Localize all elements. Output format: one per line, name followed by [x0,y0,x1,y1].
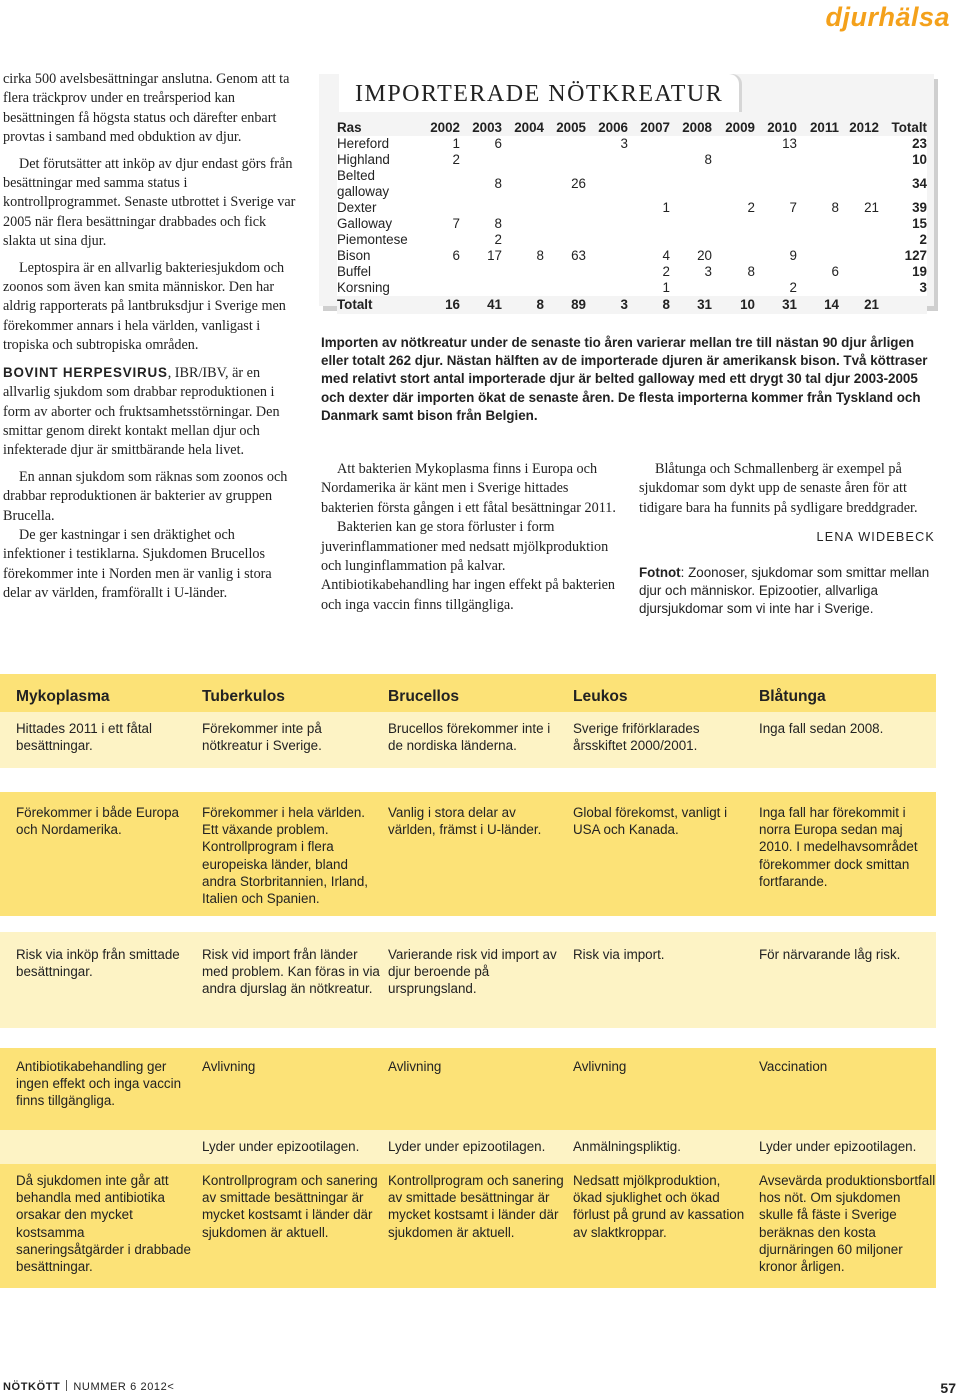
disease-table-row [0,792,936,916]
import-table-cell [422,200,460,216]
import-table-caption: Importen av nötkreatur under de senaste tio åren varierar mellan tre till nästan 90 djur årligen eller totalt 262 djur. Nästan hälften av de importerade djuren är amerikansk bison. Två köttraser med relativt stort antal importerade djur är belted galloway med ett drygt 30 tal djur 2003-2005 och dexter där importen ökat de senaste åren. De flesta importerna kommer från Tyskland och Danmark samt bison från Belgien. [321,335,928,423]
import-table-cell [586,168,628,200]
import-table-cell [628,152,670,168]
import-table-cell: 4 [662,248,670,263]
import-table-cell [544,280,586,296]
import-total-cell: 41 [460,296,502,314]
import-table-cell [586,248,628,264]
left-paragraph-2: Det förutsätter att inköp av djur endast görs från besättningar med samma status i kontrollprogrammet. Senaste utbrottet i Sverige var 2005 när flera besättningar drabbades och fick slakta ut sina djur. [3,155,296,250]
disease-table-cell: Risk via import. [573,947,665,962]
import-table-cell [586,200,628,216]
disease-table-cell: Vaccination [759,1059,828,1074]
import-total-cell: 14 [797,296,839,314]
disease-header-cell: Brucellos [388,688,460,705]
import-table-cell: 19 [912,264,927,279]
import-table-cell: 3 [919,280,927,295]
import-total-cell: 8 [502,296,544,314]
import-table-cell [670,216,712,232]
import-header-cell: Ras [337,120,362,135]
import-table-cell: 1 [662,200,670,215]
import-table-cell [544,264,586,280]
import-table-cell [460,280,502,296]
import-table-cell [502,264,544,280]
import-table-cell [502,200,544,216]
disease-table-cell: Kontrollprogram och sanering av smittade besättningar är mycket kostsamt i länder där sjukdomen är aktuell. [202,1173,378,1240]
import-table-cell: 7 [452,216,460,231]
disease-table-cell: Anmälningspliktig. [573,1139,681,1154]
disease-table-row [0,1048,936,1130]
import-table-cell: 63 [571,248,586,263]
import-table-cell [839,232,879,248]
disease-header-cell: Leukos [573,688,628,705]
import-table-cell [628,216,670,232]
import-table-cell [502,216,544,232]
import-table-row [337,280,927,296]
import-table-cell [586,152,628,168]
import-table-cell: Galloway [337,216,393,231]
magazine-section-logo: djurhälsa [825,2,950,32]
disease-table-row [0,1130,936,1164]
import-total-cell: 10 [712,296,755,314]
import-table-cell [712,136,755,152]
import-table-row [337,200,927,216]
import-table-row [337,216,927,232]
import-table-cell: 23 [912,136,927,151]
import-table-cell [797,248,839,264]
import-table-row [337,248,927,264]
footer-magazine: NÖTKÖTT [3,1381,61,1393]
disease-table-cell: Lyder under epizootilagen. [202,1139,360,1154]
import-table-row [337,264,927,280]
disease-table-row [0,712,936,768]
import-table-cell [670,136,712,152]
footnote-text: : Zoonoser, sjukdomar som smittar mellan djur och människor. Epizootier, allvarliga djursjukdomar som vi inte har i Sverige. [639,564,930,617]
import-table-cell [586,264,628,280]
import-total-cell: 31 [670,296,712,314]
disease-table-cell: Lyder under epizootilagen. [388,1139,546,1154]
import-table-cell [839,136,879,152]
import-table-cell [422,232,460,248]
import-table-cell: 8 [747,264,755,279]
mid-column [321,460,617,615]
mid-paragraph-2: Bakterien kan ge stora förluster i form juverinflammationer med nedsatt mjölkproduktion och lunginflammation på kalvar. Antibiotikabehandling har ingen effekt på bakterien och inga vaccin finns tillgängliga. [321,519,616,613]
import-table-title: IMPORTERADE NÖTKREATUR [339,74,739,112]
herpes-lead: BOVINT HERPESVIRUS [3,364,168,380]
import-table-cell [797,232,839,248]
disease-table-row [0,1164,936,1288]
import-header-cell: 2008 [682,120,712,135]
import-table-cell [586,280,628,296]
right-column [639,460,935,618]
import-table-cell: Highland [337,152,390,167]
import-table-cell [544,152,586,168]
disease-table-cell: Avlivning [388,1059,442,1074]
disease-table-cell: Avlivning [573,1059,627,1074]
import-table-cell [502,168,544,200]
import-table-cell [628,136,670,152]
import-table-cell: 1 [452,136,460,151]
disease-table-cell: Inga fall har förekommit i norra Europa sedan maj 2010. I medelhavsområdet förekommer dock smittan fortfarande. [759,805,918,889]
import-table-row [337,168,927,200]
disease-table-cell: Inga fall sedan 2008. [759,721,884,736]
import-table-header [337,120,927,136]
right-paragraph: Blåtunga och Schmallenberg är exempel på sjukdomar som dykt upp de senaste åren för att tidigare bara ha funnits på sydligare breddgrader. [639,461,918,516]
import-table-cell: 8 [704,152,712,167]
disease-table-cell: Förekommer i hela världen. Ett växande problem. Kontrollprogram i flera europeiska länder, bland andra Storbritannien, Irland, Italien och Spanien. [202,805,368,907]
import-table-cell: 8 [831,200,839,215]
import-table-cell: Hereford [337,136,390,151]
import-table-cell: 39 [912,200,927,215]
import-total-cell: 89 [544,296,586,314]
import-table-cell [586,216,628,232]
herpes-paragraph [3,363,296,461]
disease-header-cell: Blåtunga [759,688,826,705]
import-table-total-row [337,296,927,314]
left-paragraph-5: De ger kastningar i sen dräktighet och infektioner i testiklarna. Sjukdomen Brucellos förekommer inte i Norden men är vanlig i stora delar av världen, framförallt i U-länder. [3,526,272,602]
import-table-cell [712,232,755,248]
import-table-cell [755,232,797,248]
import-table-cell [839,280,879,296]
import-header-cell: 2011 [809,120,839,135]
import-table-cell [755,216,797,232]
import-table-cell [797,152,839,168]
import-table-cell [670,168,712,200]
import-table-cell: 7 [789,200,797,215]
import-table-cell: 8 [536,248,544,263]
import-table-cell: 2 [919,232,927,247]
import-total-cell: 8 [628,296,670,314]
import-table-cell [839,264,879,280]
import-table-cell [839,168,879,200]
import-header-cell: 2010 [767,120,797,135]
import-table-cell: 26 [571,176,586,191]
import-header-cell: Totalt [891,120,927,135]
herpes-text: , IBR/IBV, är en allvarlig sjukdom som drabbar reproduktionen i form av aborter och fruktsamhetsstörningar. Den smittar genom direkt kontakt mellan djur och infekterade djur är smittbärande hela livet. [3,364,280,459]
disease-table-cell: Sverige friförklarades årsskiftet 2000/2001. [573,721,700,754]
import-table-cell [712,248,755,264]
import-table-cell [586,232,628,248]
import-table-cell: 20 [697,248,712,263]
disease-table-cell: Lyder under epizootilagen. [759,1139,917,1154]
disease-table-cell: Hittades 2011 i ett fåtal besättningar. [16,721,152,754]
import-table-cell: 2 [662,264,670,279]
disease-table-cell: Brucellos förekommer inte i de nordiska länderna. [388,721,551,754]
import-table-cell [628,168,670,200]
disease-comparison-table [0,674,936,1290]
mid-paragraph-1: Att bakterien Mykoplasma finns i Europa och Nordamerika är känt men i Sverige hittades bakterien första gången i ett fåtal besättningar 2011. [321,461,616,516]
import-table-cell: 6 [831,264,839,279]
page-number: 57 [940,1380,956,1396]
footer-divider [66,1380,67,1391]
import-table-cell: 34 [912,176,927,191]
disease-table-cell: Global förekomst, vanligt i USA och Kanada. [573,805,728,838]
import-header-cell: 2005 [556,120,586,135]
import-table-cell [670,232,712,248]
import-table [337,120,927,314]
import-table-cell: 2 [494,232,502,247]
import-table-cell [797,136,839,152]
import-table-cell: 6 [452,248,460,263]
import-table-cell: 17 [487,248,502,263]
import-table-cell [797,216,839,232]
import-table-cell [755,264,797,280]
import-total-cell: 3 [586,296,628,314]
disease-table-cell: Avsevärda produktionsbortfall hos nöt. Om sjukdomen skulle få fäste i Sverige beräknas den kosta djurnäringen 60 miljoner kronor årligen. [759,1173,936,1275]
disease-table-cell: Förekommer inte på nötkreatur i Sverige. [202,721,322,754]
footer-issue: NUMMER 6 2012< [73,1381,175,1393]
import-table-cell: 127 [904,248,927,263]
import-table-cell [797,280,839,296]
import-table-cell [712,168,755,200]
import-table-cell [755,152,797,168]
disease-table-cell: Risk via inköp från smittade besättningar. [16,947,180,980]
import-table-cell: Bison [337,248,371,263]
import-table-cell: 3 [704,264,712,279]
import-header-cell: 2002 [430,120,460,135]
import-table-cell [502,136,544,152]
import-total-cell [879,296,927,314]
import-table-cell [670,200,712,216]
author-byline: LENA WIDEBECK [816,530,935,545]
import-table-cell [755,168,797,200]
left-paragraph-4: En annan sjukdom som räknas som zoonos och drabbar reproduktionen är bakterier av gruppen Brucella. [3,468,288,524]
import-table-cell: Piemontese [337,232,408,247]
import-table-cell [422,168,460,200]
disease-table-cell: Kontrollprogram och sanering av smittade besättningar är mycket kostsamt i länder där sjukdomen är aktuell. [388,1173,564,1240]
import-header-cell: 2003 [472,120,502,135]
import-table-row [337,152,927,168]
import-table-cell [422,280,460,296]
import-table-cell [544,232,586,248]
import-table-cell: 9 [789,248,797,263]
import-table-cell [797,168,839,200]
import-table-cell: Korsning [337,280,390,295]
disease-table-cell: Vanlig i stora delar av världen, främst i U-länder. [388,805,542,838]
import-table-cell [422,264,460,280]
disease-table-cell: Varierande risk vid import av djur beroende på ursprungsland. [388,947,557,997]
page-footer [3,1380,174,1393]
import-table-cell [502,280,544,296]
import-table-cell: 15 [912,216,927,231]
import-table-cell: 8 [494,176,502,191]
disease-table-row [0,932,936,1028]
import-total-cell: 21 [839,296,879,314]
import-table-cell [460,264,502,280]
import-table-cell [544,200,586,216]
footnote [639,564,935,619]
import-header-cell: 2009 [725,120,755,135]
import-table-cell: 1 [662,280,670,295]
import-table-cell: Belted galloway [337,168,390,199]
import-table-cell: Dexter [337,200,377,215]
import-table-cell [712,280,755,296]
import-header-cell: 2006 [598,120,628,135]
import-header-cell: 2004 [514,120,544,135]
import-table-row [337,232,927,248]
import-table-cell [502,152,544,168]
import-table-cell: 2 [747,200,755,215]
import-header-cell: 2012 [849,120,879,135]
import-table-cell [839,216,879,232]
import-total-cell: Totalt [337,296,422,314]
disease-table-cell: Nedsatt mjölkproduktion, ökad sjuklighet och ökad förlust på grund av kassation av slaktkroppar. [573,1173,745,1240]
import-table-cell: 13 [782,136,797,151]
disease-table-cell: Risk vid import från länder med problem. Kan föras in via andra djurslag än nötkreatur. [202,947,380,997]
disease-table-header [0,674,936,712]
import-table-cell: Buffel [337,264,371,279]
import-table-cell [712,152,755,168]
disease-header-cell: Mykoplasma [16,688,110,705]
import-table-cell [839,248,879,264]
import-table-cell: 8 [494,216,502,231]
import-total-cell: 31 [755,296,797,314]
disease-table-cell: Antibiotikabehandling ger ingen effekt och inga vaccin finns tillgängliga. [16,1059,182,1109]
import-table-cell: 2 [789,280,797,295]
import-table-cell: 10 [912,152,927,167]
left-paragraph-1: cirka 500 avelsbesättningar anslutna. Genom att ta flera träckprov under en treårsperiod kan besättningen få högsta status och därefter enbart provtas i samband med obduktion av djur. [3,71,290,146]
disease-table-cell: Då sjukdomen inte går att behandla med antibiotika orsakar den mycket kostsamma saneringsåtgärder i drabbade besättningar. [16,1173,191,1275]
import-table-cell: 21 [864,200,879,215]
import-table-cell [628,232,670,248]
import-table-cell [460,200,502,216]
left-column [3,70,296,611]
disease-header-cell: Tuberkulos [202,688,285,705]
import-table-cell [544,136,586,152]
import-header-cell: 2007 [640,120,670,135]
footnote-label: Fotnot [639,564,681,580]
disease-table-cell: För närvarande låg risk. [759,947,901,962]
import-table-cell: 3 [620,136,628,151]
import-table-cell [502,232,544,248]
disease-table-cell: Förekommer i både Europa och Nordamerika. [16,805,179,838]
import-table-cell [839,152,879,168]
import-table-cell: 6 [494,136,502,151]
import-table-cell [670,280,712,296]
import-table-cell [460,152,502,168]
disease-table-cell: Avlivning [202,1059,256,1074]
import-table-cell: 2 [452,152,460,167]
import-table-cell [712,216,755,232]
import-table-cell [544,216,586,232]
import-total-cell: 16 [422,296,460,314]
left-paragraph-3: Leptospira är en allvarlig bakteriesjukdom och zoonos som även kan smita människor. Den har aldrig rapporterats på lantbruksdjur i Sverige men förekommer annars i hela världen, vanligast i tropiska och subtropiska områden. [3,259,286,354]
import-table-row [337,136,927,152]
